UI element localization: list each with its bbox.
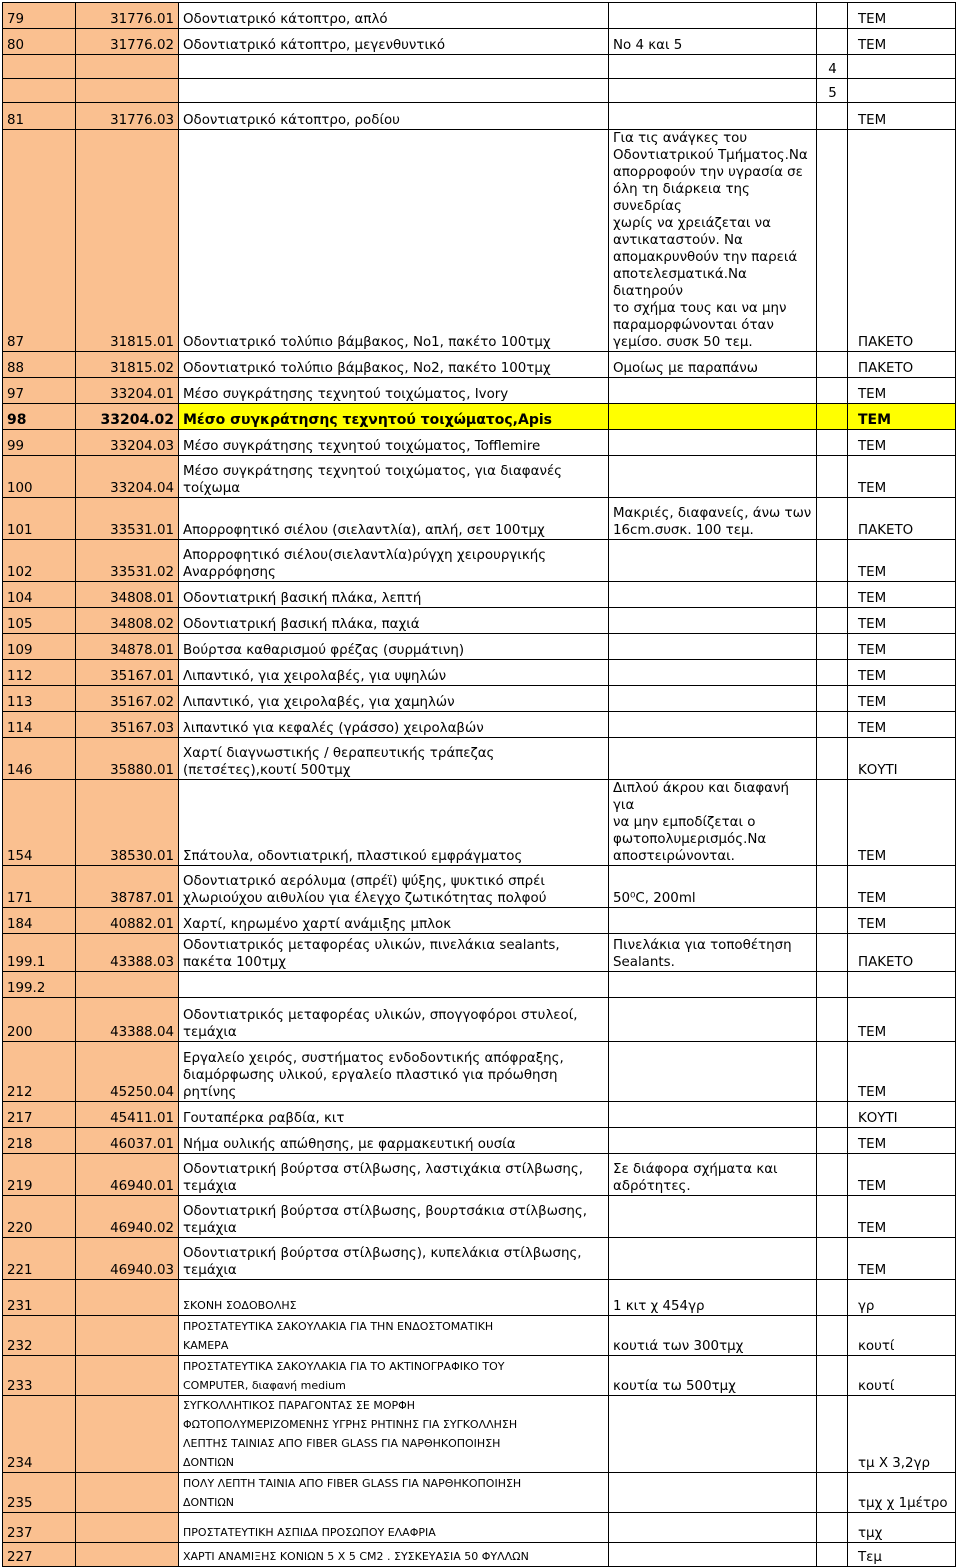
unit-cell: Τεμ — [848, 1543, 956, 1567]
row-number-cell: 113 — [3, 686, 76, 712]
table-row — [3, 1196, 956, 1238]
notes-cell: Ομοίως με παραπάνω — [609, 352, 817, 378]
spreadsheet — [2, 2, 955, 1567]
item-code-cell — [76, 1396, 179, 1473]
item-code-cell: 46940.02 — [76, 1196, 179, 1238]
notes-cell — [609, 540, 817, 582]
row-number-cell: 212 — [3, 1042, 76, 1102]
table-row — [3, 1238, 956, 1280]
description-cell: ΠΡΟΣΤΑΤΕΥΤΙΚΗ ΑΣΠΙΔΑ ΠΡΟΣΩΠΟΥ ΕΛΑΦΡΙΑ — [179, 1513, 609, 1543]
extra-cell — [817, 780, 848, 866]
extra-cell — [817, 3, 848, 29]
unit-cell: TEM — [848, 866, 956, 908]
extra-cell — [817, 130, 848, 352]
item-code-cell: 33204.01 — [76, 378, 179, 404]
unit-cell: TEM — [848, 780, 956, 866]
extra-cell — [817, 456, 848, 498]
item-code-cell — [76, 79, 179, 103]
table-row — [3, 1473, 956, 1513]
extra-cell — [817, 998, 848, 1042]
description-cell: Μέσο συγκράτησης τεχνητού τοιχώματος, Tofflemire — [179, 430, 609, 456]
extra-cell — [817, 540, 848, 582]
item-code-cell — [76, 1316, 179, 1356]
notes-cell: Μακριές, διαφανείς, άνω των 16cm.συσκ. 100 τεμ. — [609, 498, 817, 540]
notes-cell — [609, 1128, 817, 1154]
table-row — [3, 712, 956, 738]
row-number-cell: 171 — [3, 866, 76, 908]
notes-cell — [609, 3, 817, 29]
table-row — [3, 130, 956, 352]
extra-cell: 5 — [817, 79, 848, 103]
notes-cell — [609, 1102, 817, 1128]
table-row — [3, 103, 956, 130]
unit-cell: ΠΑΚΕΤΟ — [848, 498, 956, 540]
extra-cell — [817, 1128, 848, 1154]
description-cell: Μέσο συγκράτησης τεχνητού τοιχώματος,Apis — [179, 404, 609, 430]
unit-cell: TEM — [848, 686, 956, 712]
item-code-cell: 33204.04 — [76, 456, 179, 498]
extra-cell — [817, 934, 848, 972]
table-row — [3, 582, 956, 608]
description-cell: ΠΟΛΥ ΛΕΠΤΗ ΤΑΙΝΙΑ ΑΠΟ FIBER GLASS ΓΙΑ ΝΑΡΘΗΚΟΠΟΙΗΣΗ ΔΟΝΤΙΩΝ — [179, 1473, 609, 1513]
notes-cell — [609, 608, 817, 634]
description-cell: Σπάτουλα, οδοντιατρική, πλαστικού εμφράγματος — [179, 780, 609, 866]
extra-cell: 4 — [817, 55, 848, 79]
table-row — [3, 660, 956, 686]
description-cell: Οδοντιατρικό τολύπιο βάμβακος, Νο1, πακέτο 100τμχ — [179, 130, 609, 352]
table-row — [3, 908, 956, 934]
notes-cell: Πινελάκια για τοποθέτηση Sealants. — [609, 934, 817, 972]
description-cell: Οδοντιατρική βασική πλάκα, λεπτή — [179, 582, 609, 608]
item-code-cell: 33204.03 — [76, 430, 179, 456]
table-row — [3, 456, 956, 498]
row-number-cell: 87 — [3, 130, 76, 352]
description-cell: ΣΚΟΝΗ ΣΟΔΟΒΟΛΗΣ — [179, 1280, 609, 1316]
item-code-cell: 43388.03 — [76, 934, 179, 972]
unit-cell: TEM — [848, 29, 956, 55]
description-cell: Οδοντιατρικό τολύπιο βάμβακος, Νο2, πακέτο 100τμχ — [179, 352, 609, 378]
item-code-cell: 31815.02 — [76, 352, 179, 378]
unit-cell: ΠΑΚΕΤΟ — [848, 130, 956, 352]
item-code-cell — [76, 1543, 179, 1567]
row-number-cell: 233 — [3, 1356, 76, 1396]
description-cell: Απορροφητικό σιέλου (σιελαντλία), απλή, σετ 100τμχ — [179, 498, 609, 540]
row-number-cell: 199.2 — [3, 972, 76, 998]
row-number-cell: 79 — [3, 3, 76, 29]
notes-cell — [609, 738, 817, 780]
table-row — [3, 1102, 956, 1128]
item-code-cell — [76, 1280, 179, 1316]
item-code-cell: 45411.01 — [76, 1102, 179, 1128]
description-cell — [179, 55, 609, 79]
extra-cell — [817, 972, 848, 998]
description-cell: Λιπαντικό, για χειρολαβές, για χαμηλών — [179, 686, 609, 712]
table-row — [3, 1042, 956, 1102]
table-row — [3, 55, 956, 79]
unit-cell: TEM — [848, 908, 956, 934]
unit-cell: TEM — [848, 660, 956, 686]
description-cell: Εργαλείο χειρός, συστήματος ενδοδοντικής απόφραξης, διαμόρφωσης υλικού, εργαλείο πλαστικό για πρόωθηση ρητίνης — [179, 1042, 609, 1102]
description-cell: Οδοντιατρική βούρτσα στίλβωσης), κυπελάκια στίλβωσης, τεμάχια — [179, 1238, 609, 1280]
items-table — [2, 2, 956, 1567]
description-cell: Οδοντιατρικό κάτοπτρο, απλό — [179, 3, 609, 29]
table-row — [3, 686, 956, 712]
description-cell: Γουταπέρκα ραβδία, κιτ — [179, 1102, 609, 1128]
extra-cell — [817, 1396, 848, 1473]
table-row — [3, 404, 956, 430]
extra-cell — [817, 608, 848, 634]
unit-cell: TEM — [848, 998, 956, 1042]
item-code-cell: 38787.01 — [76, 866, 179, 908]
extra-cell — [817, 1543, 848, 1567]
extra-cell — [817, 1356, 848, 1396]
item-code-cell — [76, 1513, 179, 1543]
extra-cell — [817, 1102, 848, 1128]
row-number-cell: 237 — [3, 1513, 76, 1543]
item-code-cell: 31815.01 — [76, 130, 179, 352]
description-cell: Λιπαντικό, για χειρολαβές, για υψηλών — [179, 660, 609, 686]
notes-cell: 1 κιτ χ 454γρ — [609, 1280, 817, 1316]
table-row — [3, 1316, 956, 1356]
row-number-cell: 227 — [3, 1543, 76, 1567]
notes-cell — [609, 103, 817, 130]
row-number-cell: 199.1 — [3, 934, 76, 972]
item-code-cell: 34808.01 — [76, 582, 179, 608]
description-cell: Οδοντιατρικό κάτοπτρο, μεγενθυντικό — [179, 29, 609, 55]
extra-cell — [817, 1238, 848, 1280]
extra-cell — [817, 660, 848, 686]
item-code-cell: 35167.02 — [76, 686, 179, 712]
description-cell: Χαρτί διαγνωστικής / θεραπευτικής τράπεζας (πετσέτες),κουτί 500τμχ — [179, 738, 609, 780]
row-number-cell: 97 — [3, 378, 76, 404]
notes-cell — [609, 1513, 817, 1543]
row-number-cell: 184 — [3, 908, 76, 934]
item-code-cell — [76, 1356, 179, 1396]
table-row — [3, 1513, 956, 1543]
unit-cell — [848, 972, 956, 998]
notes-cell — [609, 378, 817, 404]
item-code-cell: 46940.03 — [76, 1238, 179, 1280]
unit-cell: ΚΟΥΤΙ — [848, 738, 956, 780]
row-number-cell: 105 — [3, 608, 76, 634]
table-row — [3, 352, 956, 378]
table-row — [3, 29, 956, 55]
description-cell: Οδοντιατρική βασική πλάκα, παχιά — [179, 608, 609, 634]
notes-cell — [609, 998, 817, 1042]
description-cell: Χαρτί, κηρωμένο χαρτί ανάμιξης μπλοκ — [179, 908, 609, 934]
item-code-cell — [76, 55, 179, 79]
row-number-cell: 234 — [3, 1396, 76, 1473]
table-row — [3, 1356, 956, 1396]
row-number-cell: 217 — [3, 1102, 76, 1128]
unit-cell: TEM — [848, 430, 956, 456]
description-cell: Νήμα ουλικής απώθησης, με φαρμακευτική ουσία — [179, 1128, 609, 1154]
item-code-cell: 33531.02 — [76, 540, 179, 582]
table-row — [3, 780, 956, 866]
row-number-cell: 200 — [3, 998, 76, 1042]
table-row — [3, 3, 956, 29]
row-number-cell: 231 — [3, 1280, 76, 1316]
item-code-cell: 33204.02 — [76, 404, 179, 430]
table-row — [3, 1128, 956, 1154]
description-cell: Οδοντιατρικό κάτοπτρο, ροδίου — [179, 103, 609, 130]
notes-cell: Σε διάφορα σχήματα και αδρότητες. — [609, 1154, 817, 1196]
extra-cell — [817, 738, 848, 780]
notes-cell: κουτία τω 500τμχ — [609, 1356, 817, 1396]
extra-cell — [817, 1196, 848, 1238]
row-number-cell: 112 — [3, 660, 76, 686]
description-cell: Μέσο συγκράτησης τεχνητού τοιχώματος, Ivory — [179, 378, 609, 404]
unit-cell — [848, 55, 956, 79]
table-row — [3, 634, 956, 660]
table-row — [3, 540, 956, 582]
unit-cell: TEM — [848, 378, 956, 404]
table-row — [3, 866, 956, 908]
unit-cell: TEM — [848, 1154, 956, 1196]
extra-cell — [817, 712, 848, 738]
description-cell: λιπαντικό για κεφαλές (γράσσο) χειρολαβών — [179, 712, 609, 738]
notes-cell — [609, 1042, 817, 1102]
item-code-cell: 40882.01 — [76, 908, 179, 934]
row-number-cell: 235 — [3, 1473, 76, 1513]
unit-cell: TEM — [848, 103, 956, 130]
row-number-cell: 88 — [3, 352, 76, 378]
row-number-cell — [3, 55, 76, 79]
unit-cell: TEM — [848, 1042, 956, 1102]
description-cell: Βούρτσα καθαρισμού φρέζας (συρμάτινη) — [179, 634, 609, 660]
row-number-cell: 80 — [3, 29, 76, 55]
row-number-cell: 146 — [3, 738, 76, 780]
description-cell: Οδοντιατρικός μεταφορέας υλικών, πινελάκια sealants, πακέτα 100τμχ — [179, 934, 609, 972]
notes-cell — [609, 972, 817, 998]
extra-cell — [817, 1042, 848, 1102]
unit-cell: ΠΑΚΕΤΟ — [848, 934, 956, 972]
table-row — [3, 934, 956, 972]
notes-cell — [609, 1473, 817, 1513]
unit-cell: TEM — [848, 1128, 956, 1154]
notes-cell — [609, 712, 817, 738]
item-code-cell: 34808.02 — [76, 608, 179, 634]
table-row — [3, 1154, 956, 1196]
notes-cell: κουτιά των 300τμχ — [609, 1316, 817, 1356]
notes-cell: Νο 4 και 5 — [609, 29, 817, 55]
item-code-cell: 31776.03 — [76, 103, 179, 130]
extra-cell — [817, 1154, 848, 1196]
row-number-cell: 218 — [3, 1128, 76, 1154]
row-number-cell: 98 — [3, 404, 76, 430]
item-code-cell: 35167.01 — [76, 660, 179, 686]
unit-cell: γρ — [848, 1280, 956, 1316]
row-number-cell: 99 — [3, 430, 76, 456]
unit-cell: TEM — [848, 540, 956, 582]
table-row — [3, 1280, 956, 1316]
extra-cell — [817, 430, 848, 456]
unit-cell: κουτί — [848, 1316, 956, 1356]
extra-cell — [817, 1513, 848, 1543]
item-code-cell: 35880.01 — [76, 738, 179, 780]
row-number-cell: 104 — [3, 582, 76, 608]
unit-cell: TEM — [848, 1238, 956, 1280]
item-code-cell: 38530.01 — [76, 780, 179, 866]
row-number-cell — [3, 79, 76, 103]
unit-cell: TEM — [848, 712, 956, 738]
unit-cell: τμχ — [848, 1513, 956, 1543]
extra-cell — [817, 404, 848, 430]
notes-cell — [609, 1196, 817, 1238]
item-code-cell — [76, 1473, 179, 1513]
unit-cell: τμχ χ 1μέτρο — [848, 1473, 956, 1513]
description-cell: ΣΥΓΚΟΛΛΗΤΙΚΟΣ ΠΑΡΑΓΟΝΤΑΣ ΣΕ ΜΟΡΦΗ ΦΩΤΟΠΟΛΥΜΕΡΙΖΟΜΕΝΗΣ ΥΓΡΗΣ ΡΗΤΙΝΗΣ ΓΙΑ ΣΥΓΚΟΛΛΗΣΗ ΛΕΠΤΗΣ ΤΑΙΝΙΑΣ ΑΠΟ FIBER GLASS ΓΙΑ ΝΑΡΘΗΚΟΠΟΙΗΣΗ ΔΟΝΤΙΩΝ — [179, 1396, 609, 1473]
table-row — [3, 79, 956, 103]
extra-cell — [817, 908, 848, 934]
row-number-cell: 221 — [3, 1238, 76, 1280]
table-row — [3, 1543, 956, 1567]
table-row — [3, 378, 956, 404]
notes-cell — [609, 404, 817, 430]
table-row — [3, 1396, 956, 1473]
unit-cell: κουτί — [848, 1356, 956, 1396]
notes-cell: Για τις ανάγκες του Οδοντιατρικού Τμήματος.Να απορροφούν την υγρασία σε όλη τη διάρκεια της συνεδρίας χωρίς να χρειάζεται να αντικαταστούν. Να απομακρυνθούν την παρειά αποτελεσματικά.Να διατηρούν το σχήμα τους και να μην παραμορφώνονται όταν γεμίσο. συσκ 50 τεμ. — [609, 130, 817, 352]
description-cell — [179, 79, 609, 103]
item-code-cell: 31776.02 — [76, 29, 179, 55]
description-cell: Μέσο συγκράτησης τεχνητού τοιχώματος, για διαφανές τοίχωμα — [179, 456, 609, 498]
unit-cell: TEM — [848, 582, 956, 608]
notes-cell — [609, 55, 817, 79]
extra-cell — [817, 1316, 848, 1356]
notes-cell — [609, 634, 817, 660]
extra-cell — [817, 686, 848, 712]
extra-cell — [817, 634, 848, 660]
unit-cell: TEM — [848, 3, 956, 29]
row-number-cell: 100 — [3, 456, 76, 498]
item-code-cell: 31776.01 — [76, 3, 179, 29]
notes-cell: Διπλού άκρου και διαφανή για να μην εμποδίζεται ο φωτοπολυμερισμός.Να αποστειρώνονται. — [609, 780, 817, 866]
extra-cell — [817, 1473, 848, 1513]
notes-cell — [609, 456, 817, 498]
notes-cell — [609, 686, 817, 712]
unit-cell: TEM — [848, 1196, 956, 1238]
item-code-cell: 43388.04 — [76, 998, 179, 1042]
row-number-cell: 219 — [3, 1154, 76, 1196]
row-number-cell: 232 — [3, 1316, 76, 1356]
table-row — [3, 998, 956, 1042]
unit-cell: TEM — [848, 608, 956, 634]
row-number-cell: 81 — [3, 103, 76, 130]
description-cell: ΠΡΟΣΤΑΤΕΥΤΙΚΑ ΣΑΚΟΥΛΑΚΙΑ ΓΙΑ ΤΗΝ ΕΝΔΟΣΤΟΜΑΤΙΚΗ ΚΑΜΕΡΑ — [179, 1316, 609, 1356]
notes-cell — [609, 430, 817, 456]
item-code-cell: 46037.01 — [76, 1128, 179, 1154]
description-cell: Οδοντιατρική βούρτσα στίλβωσης, βουρτσάκια στίλβωσης, τεμάχια — [179, 1196, 609, 1238]
table-row — [3, 738, 956, 780]
table-row — [3, 498, 956, 540]
extra-cell — [817, 1280, 848, 1316]
description-cell: Οδοντιατρικός μεταφορέας υλικών, σπογγοφόροι στυλεοί, τεμάχια — [179, 998, 609, 1042]
notes-cell — [609, 582, 817, 608]
table-row — [3, 430, 956, 456]
extra-cell — [817, 103, 848, 130]
description-cell — [179, 972, 609, 998]
unit-cell: ΚΟΥΤΙ — [848, 1102, 956, 1128]
unit-cell: τμ Χ 3,2γρ — [848, 1396, 956, 1473]
item-code-cell: 34878.01 — [76, 634, 179, 660]
item-code-cell: 46940.01 — [76, 1154, 179, 1196]
notes-cell — [609, 908, 817, 934]
notes-cell — [609, 1396, 817, 1473]
row-number-cell: 220 — [3, 1196, 76, 1238]
description-cell: Απορροφητικό σιέλου(σιελαντλία)ρύγχη χειρουργικής Αναρρόφησης — [179, 540, 609, 582]
unit-cell — [848, 79, 956, 103]
notes-cell — [609, 79, 817, 103]
unit-cell: TEM — [848, 634, 956, 660]
description-cell: ΧΑΡΤΙ ΑΝΑΜΙΞΗΣ ΚΟΝΙΩΝ 5 Χ 5 CM2 . ΣΥΣΚΕΥΑΣΙΑ 50 ΦΥΛΛΩΝ — [179, 1543, 609, 1567]
item-code-cell — [76, 972, 179, 998]
notes-cell — [609, 1238, 817, 1280]
extra-cell — [817, 352, 848, 378]
table-row — [3, 608, 956, 634]
extra-cell — [817, 866, 848, 908]
extra-cell — [817, 582, 848, 608]
row-number-cell: 114 — [3, 712, 76, 738]
description-cell: ΠΡΟΣΤΑΤΕΥΤΙΚΑ ΣΑΚΟΥΛΑΚΙΑ ΓΙΑ ΤΟ ΑΚΤΙΝΟΓΡΑΦΙΚΟ ΤΟΥ COMPUTER, διαφανή medium — [179, 1356, 609, 1396]
unit-cell: TEM — [848, 456, 956, 498]
description-cell: Οδοντιατρικό αερόλυμα (σπρέϊ) ψύξης, ψυκτικό σπρέι χλωριούχου αιθυλίου για έλεγχο ζωτικότητας πολφού — [179, 866, 609, 908]
item-code-cell: 33531.01 — [76, 498, 179, 540]
notes-cell: 50⁰C, 200ml — [609, 866, 817, 908]
row-number-cell: 109 — [3, 634, 76, 660]
notes-cell — [609, 660, 817, 686]
extra-cell — [817, 378, 848, 404]
unit-cell: ΠΑΚΕΤΟ — [848, 352, 956, 378]
extra-cell — [817, 29, 848, 55]
unit-cell: TEM — [848, 404, 956, 430]
item-code-cell: 35167.03 — [76, 712, 179, 738]
row-number-cell: 101 — [3, 498, 76, 540]
extra-cell — [817, 498, 848, 540]
item-code-cell: 45250.04 — [76, 1042, 179, 1102]
row-number-cell: 102 — [3, 540, 76, 582]
table-row — [3, 972, 956, 998]
notes-cell — [609, 1543, 817, 1567]
row-number-cell: 154 — [3, 780, 76, 866]
description-cell: Οδοντιατρική βούρτσα στίλβωσης, λαστιχάκια στίλβωσης, τεμάχια — [179, 1154, 609, 1196]
